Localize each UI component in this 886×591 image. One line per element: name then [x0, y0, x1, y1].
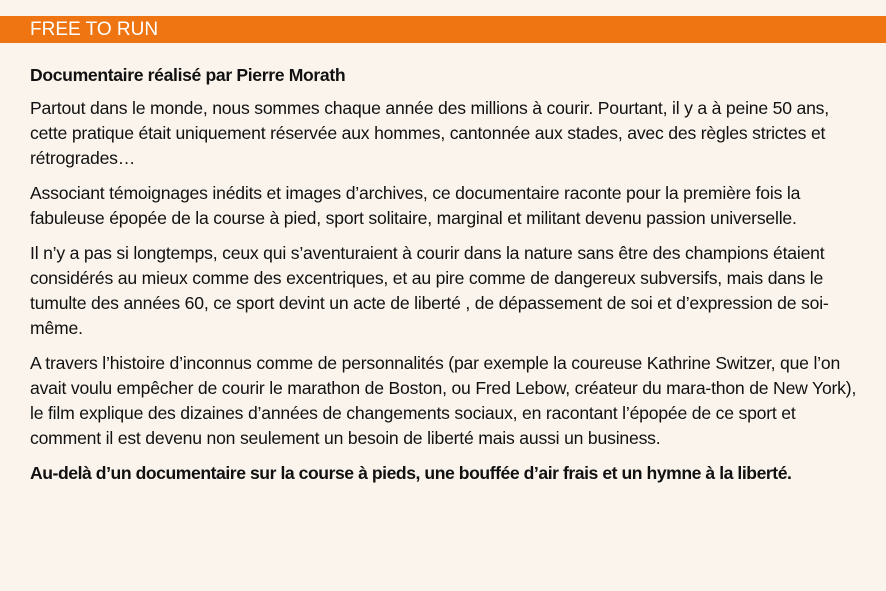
article-paragraph-2: Associant témoignages inédits et images d’archives, ce documentaire raconte pour la première fois la fabuleuse épopée de la course à pied, sport solitaire, marginal et militant devenu passion universelle.: [30, 183, 801, 228]
article-paragraph-3: Il n’y a pas si longtemps, ceux qui s’aventuraient à courir dans la nature sans être des champions étaient considérés au mieux comme des excentriques, et au pire comme de dangereux subversifs, mais dans le tumulte des années 60, ce sport devint un acte de liberté , de dépassement de soi et d’expression de soi-même.: [30, 243, 829, 338]
article-subtitle: Documentaire réalisé par Pierre Morath: [30, 65, 346, 85]
article-body: [30, 63, 860, 496]
article-paragraph-1: Partout dans le monde, nous sommes chaque année des millions à courir. Pourtant, il y a à peine 50 ans, cette pratique était uniquement réservée aux hommes, cantonnée aux stades, avec des règles strictes et rétrogrades…: [30, 98, 829, 168]
article-conclusion: Au-delà d’un documentaire sur la course à pieds, une bouffée d’air frais et un hymne à la liberté.: [30, 463, 792, 483]
header-bar: [0, 16, 886, 43]
article-paragraph-4: A travers l’histoire d’inconnus comme de personnalités (par exemple la coureuse Kathrine Switzer, que l’on avait voulu empêcher de courir le marathon de Boston, ou Fred Lebow, créateur du mara-thon de New York), le film explique des dizaines d’années de changements sociaux, en racontant l’épopée de ce sport et comment il est devenu non seulement un besoin de liberté mais aussi un business.: [30, 353, 857, 448]
header-title: FREE TO RUN: [30, 19, 159, 40]
